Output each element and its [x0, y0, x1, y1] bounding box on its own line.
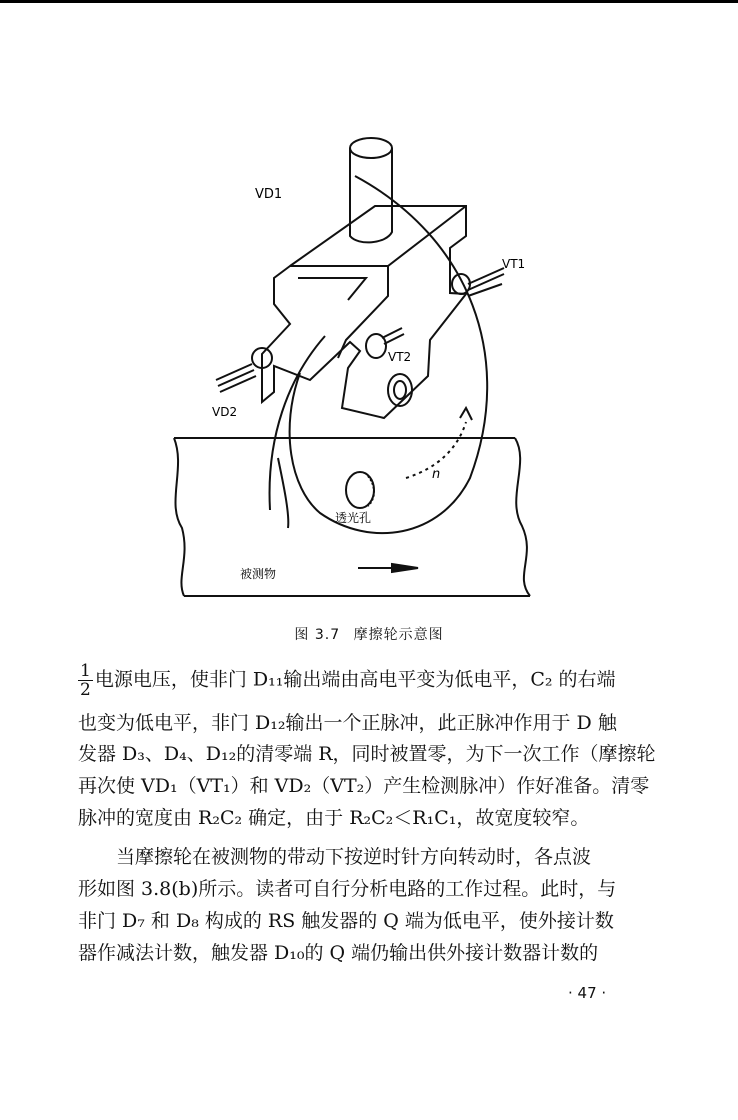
caption-number: 图 3.7 — [294, 627, 341, 643]
text-line-4: 再次使 VD₁（VT₁）和 VD₂（VT₂）产生检测脉冲）作好准备。清零 — [78, 775, 650, 797]
friction-wheel-figure — [170, 118, 545, 603]
text-line-6: 当摩擦轮在被测物的带动下按逆时针方向转动时，各点波 — [78, 846, 592, 868]
label-vd2: VD2 — [212, 405, 238, 419]
figure-caption — [0, 624, 738, 644]
vt1-sensor — [452, 274, 470, 294]
text-line-7: 形如图 3.8(b)所示。读者可自行分析电路的工作过程。此时，与 — [78, 878, 617, 900]
fraction-numerator: 1 — [80, 661, 91, 681]
label-vd1: VD1 — [255, 187, 283, 202]
line-text: 电源电压，使非门 D₁₁输出端由高电平变为低电平，C₂ 的右端 — [94, 668, 616, 691]
label-n: n — [432, 467, 441, 482]
text-line-8: 非门 D₇ 和 D₈ 构成的 RS 触发器的 Q 端为低电平，使外接计数 — [78, 910, 614, 932]
fraction — [78, 662, 93, 699]
text-line-9: 器作减法计数，触发器 D₁₀的 Q 端仍输出供外接计数器计数的 — [78, 942, 599, 964]
label-vt2: VT2 — [388, 350, 412, 364]
caption-title: 摩擦轮示意图 — [353, 627, 444, 643]
top-rule — [0, 0, 738, 3]
fraction-denominator: 2 — [80, 680, 91, 700]
vd1-sensor — [388, 374, 412, 406]
page-number: · 47 · — [568, 984, 607, 1002]
label-hole: 透光孔 — [335, 511, 372, 525]
label-object: 被测物 — [240, 567, 277, 581]
text-line-3: 发器 D₃、D₄、D₁₂的清零端 R，同时被置零，为下一次工作（摩擦轮 — [78, 743, 656, 765]
text-line-5: 脉冲的宽度由 R₂C₂ 确定，由于 R₂C₂＜R₁C₁，故宽度较窄。 — [78, 807, 590, 829]
text-line-2: 也变为低电平，非门 D₁₂输出一个正脉冲，此正脉冲作用于 D 触 — [78, 712, 617, 734]
label-vt1: VT1 — [502, 257, 526, 271]
text-line-1 — [78, 662, 646, 699]
